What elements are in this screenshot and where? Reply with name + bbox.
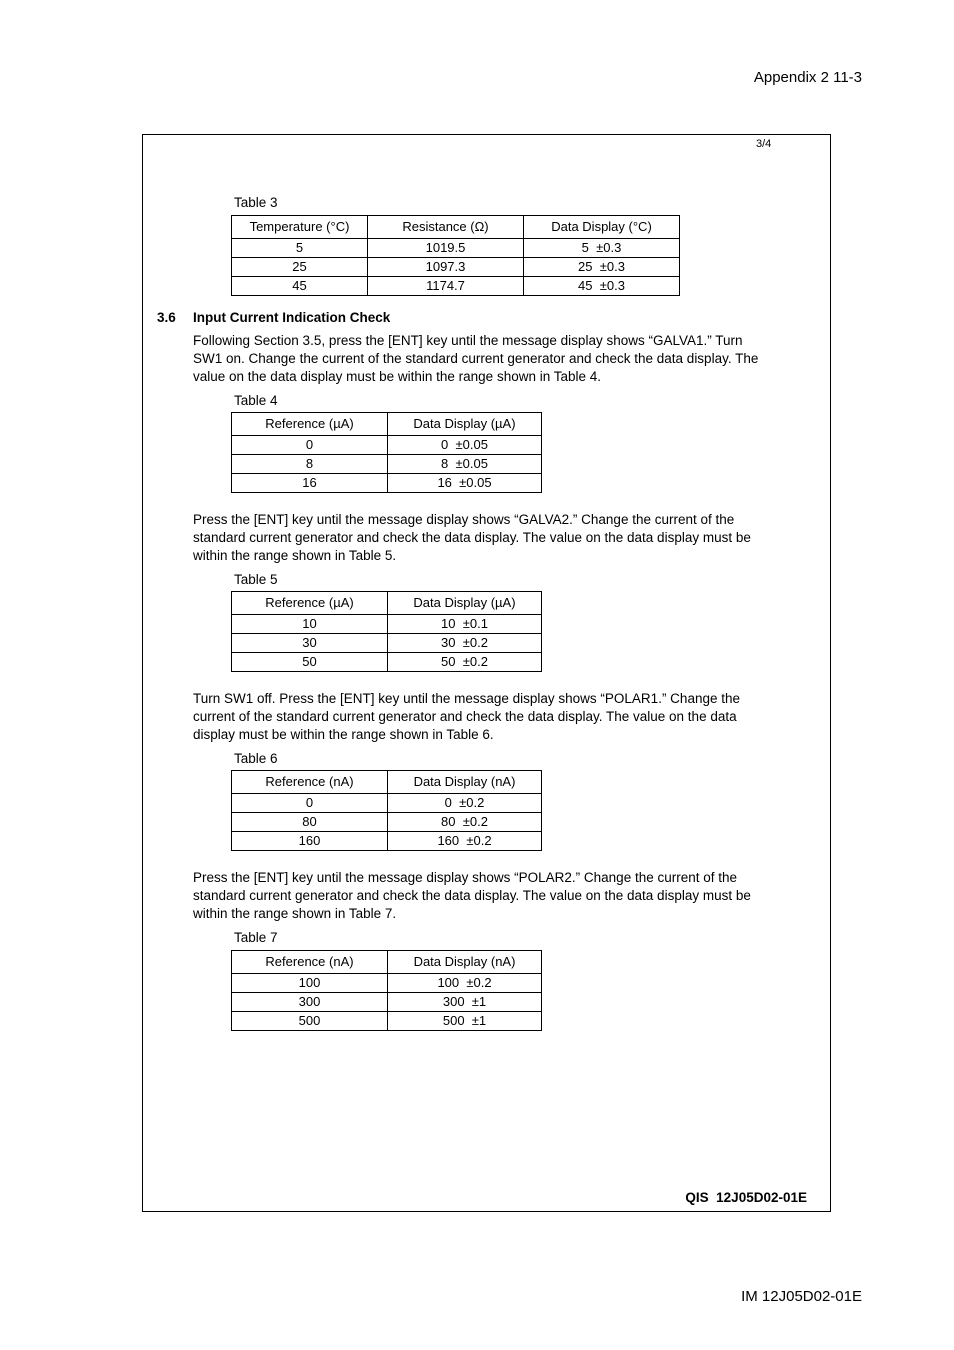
table3-caption: Table 3 [234,195,278,210]
table-cell: 80 [232,813,388,832]
table5 [231,591,542,672]
table7-intro-paragraph: Press the [ENT] key until the message display shows “POLAR2.” Change the current of the standard current generator and check the data display. The value on the data display must be within the range shown in Table 7. [193,870,751,921]
table-row [232,436,542,455]
table-cell: 500 ±1 [388,1012,542,1031]
table-row [232,653,542,672]
table-cell: 1019.5 [368,239,524,258]
appendix-header: Appendix 2 11-3 [753,69,862,86]
table-cell: 8 ±0.05 [388,455,542,474]
table-cell: 8 [232,455,388,474]
section-intro-paragraph: Following Section 3.5, press the [ENT] key until the message display shows “GALVA1.” Turn SW1 on. Change the current of the standard current generator and check the data display. The value on the data display must be within the range shown in Table 4. [193,333,759,384]
table5-header-display: Data Display (µA) [388,592,542,615]
table-cell: 80 ±0.2 [388,813,542,832]
table4 [231,412,542,493]
table-cell: 1097.3 [368,258,524,277]
table-cell: 100 ±0.2 [388,974,542,993]
table7-caption: Table 7 [234,930,278,945]
table-cell: 160 ±0.2 [388,832,542,851]
table-cell: 45 ±0.3 [524,277,680,296]
table6-header-reference: Reference (nA) [232,771,388,794]
table-cell: 100 [232,974,388,993]
table-cell: 16 [232,474,388,493]
table-cell: 5 [232,239,368,258]
table5-caption: Table 5 [234,572,278,587]
table7-header-reference: Reference (nA) [232,951,388,974]
table-cell: 30 [232,634,388,653]
table-cell: 5 ±0.3 [524,239,680,258]
table6 [231,770,542,851]
table3-header-resistance: Resistance (Ω) [368,216,524,239]
table4-caption: Table 4 [234,393,278,408]
table4-header-display: Data Display (µA) [388,413,542,436]
table-cell: 16 ±0.05 [388,474,542,493]
table-row [232,474,542,493]
table-cell: 300 [232,993,388,1012]
table6-caption: Table 6 [234,751,278,766]
qis-code: QIS 12J05D02-01E [685,1190,807,1205]
table7-header-display: Data Display (nA) [388,951,542,974]
table-row [232,455,542,474]
table-cell: 50 [232,653,388,672]
table7 [231,950,542,1031]
section-title: Input Current Indication Check [193,310,391,325]
table-cell: 300 ±1 [388,993,542,1012]
table3-header-temperature: Temperature (°C) [232,216,368,239]
table-row [232,993,542,1012]
table-row [232,832,542,851]
table-cell: 0 [232,794,388,813]
table-cell: 50 ±0.2 [388,653,542,672]
table-row [232,239,680,258]
table-cell: 0 ±0.05 [388,436,542,455]
table-row [232,974,542,993]
im-footer: IM 12J05D02-01E [741,1288,862,1305]
section-number: 3.6 [157,310,176,325]
table-row [232,794,542,813]
table5-header-reference: Reference (µA) [232,592,388,615]
table-row [232,813,542,832]
table-cell: 10 ±0.1 [388,615,542,634]
table-cell: 25 [232,258,368,277]
table-row [232,1012,542,1031]
table3-header-display: Data Display (°C) [524,216,680,239]
table5-intro-paragraph: Press the [ENT] key until the message display shows “GALVA2.” Change the current of the standard current generator and check the data display. The value on the data display must be within the range shown in Table 5. [193,512,751,563]
table-cell: 0 ±0.2 [388,794,542,813]
table-cell: 30 ±0.2 [388,634,542,653]
table-row [232,615,542,634]
table6-intro-paragraph: Turn SW1 off. Press the [ENT] key until the message display shows “POLAR1.” Change the current of the standard current generator and check the data display. The value on the data display must be within the range shown in Table 6. [193,691,740,742]
table-row [232,634,542,653]
table4-header-reference: Reference (µA) [232,413,388,436]
table-cell: 25 ±0.3 [524,258,680,277]
table-cell: 10 [232,615,388,634]
table-cell: 160 [232,832,388,851]
table-cell: 500 [232,1012,388,1031]
table-row [232,258,680,277]
table3 [231,215,680,296]
table6-header-display: Data Display (nA) [388,771,542,794]
table-cell: 0 [232,436,388,455]
page-number: 3/4 [756,138,772,150]
table-row [232,277,680,296]
table-cell: 45 [232,277,368,296]
table-cell: 1174.7 [368,277,524,296]
